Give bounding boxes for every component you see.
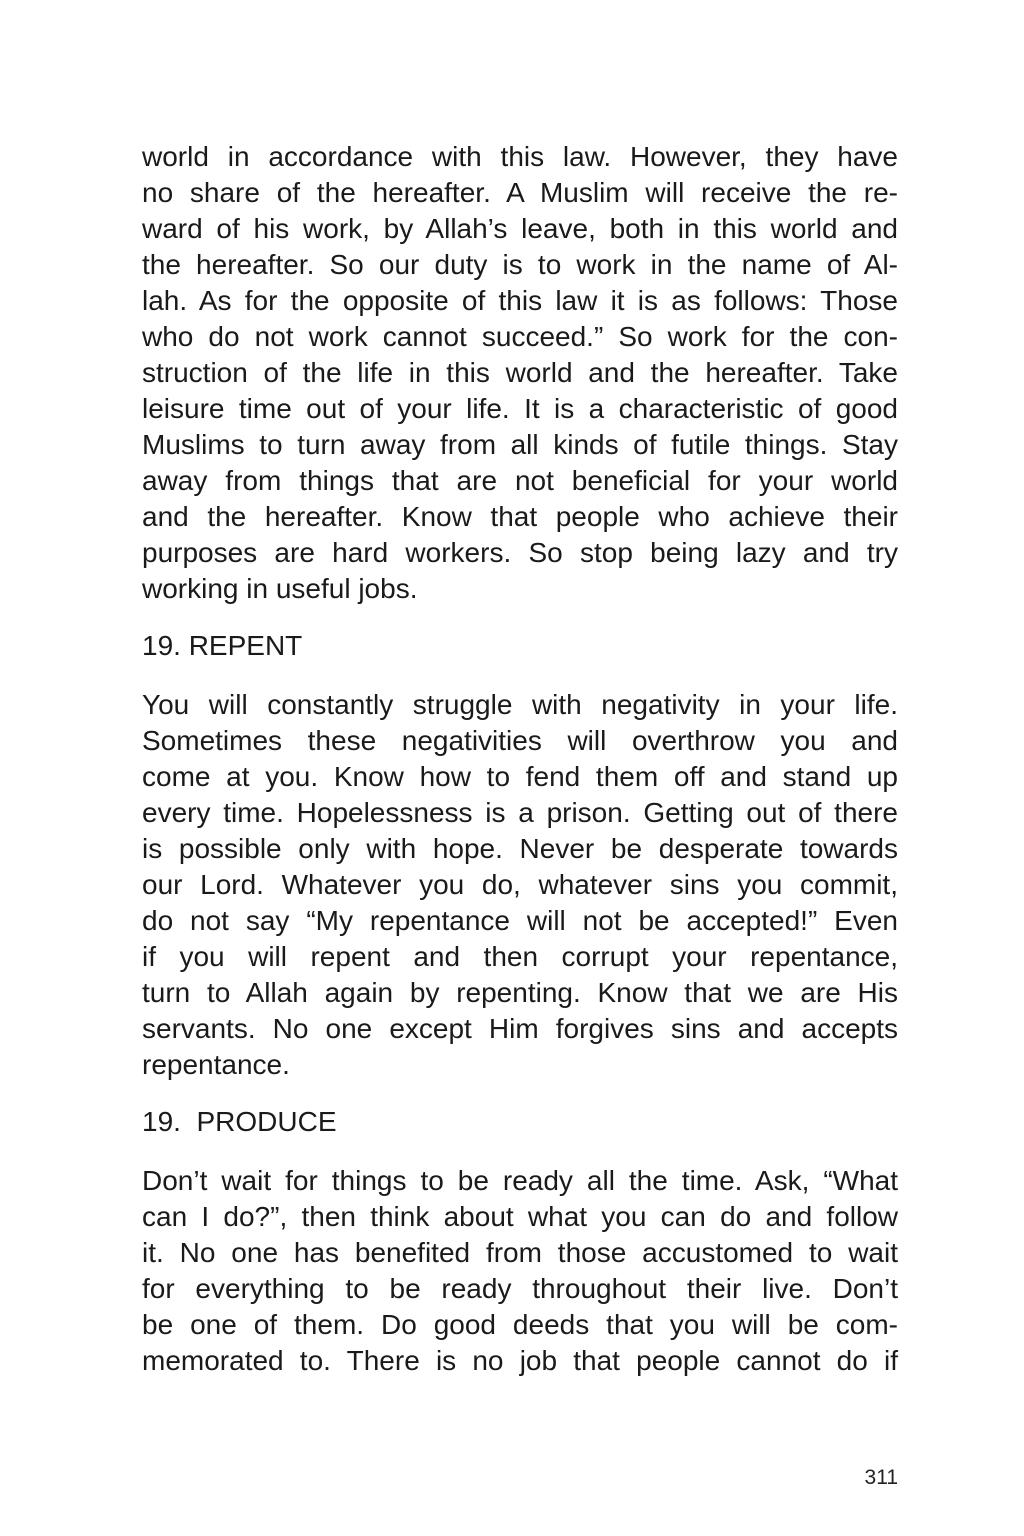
paragraph-line: away from things that are not beneficial for your world (142, 465, 898, 496)
paragraph-line: it. No one has benefited from those accustomed to wait (142, 1237, 898, 1268)
paragraph-line: do not say “My repentance will not be accepted!” Even (142, 905, 898, 936)
page-number: 311 (864, 1466, 898, 1489)
paragraph-line: world in accordance with this law. However, they have (142, 141, 898, 172)
paragraph-line: struction of the life in this world and the hereafter. Take (142, 357, 898, 388)
paragraph-line: if you will repent and then corrupt your repentance, (142, 941, 898, 972)
paragraph-line: every time. Hopelessness is a prison. Getting out of there (142, 797, 898, 828)
paragraph-line: be one of them. Do good deeds that you will be com- (142, 1309, 898, 1340)
paragraph-line: our Lord. Whatever you do, whatever sins you commit, (142, 869, 898, 900)
paragraph-line: is possible only with hope. Never be desperate towards (142, 833, 898, 864)
paragraph-line: Don’t wait for things to be ready all the time. Ask, “What (142, 1165, 898, 1196)
paragraph-work (142, 139, 898, 607)
paragraph-line: for everything to be ready throughout their live. Don’t (142, 1273, 898, 1304)
paragraph-line: servants. No one except Him forgives sins and accepts (142, 1013, 898, 1044)
paragraph-line: working in useful jobs. (142, 573, 418, 604)
paragraph-line: purposes are hard workers. So stop being lazy and try (142, 537, 898, 568)
paragraph-line: no share of the hereafter. A Muslim will receive the re- (142, 177, 898, 208)
paragraph-repent (142, 687, 898, 1083)
section-heading-produce: 19. PRODUCE (142, 1106, 337, 1137)
paragraph-line: the hereafter. So our duty is to work in the name of Al- (142, 249, 898, 280)
paragraph-line: You will constantly struggle with negativity in your life. (142, 689, 898, 720)
paragraph-line: Muslims to turn away from all kinds of futile things. Stay (142, 429, 898, 460)
paragraph-line: and the hereafter. Know that people who achieve their (142, 501, 898, 532)
paragraph-line: leisure time out of your life. It is a characteristic of good (142, 393, 898, 424)
section-heading-repent: 19. REPENT (142, 630, 303, 661)
paragraph-line: memorated to. There is no job that people cannot do if (142, 1345, 898, 1376)
paragraph-line: who do not work cannot succeed.” So work for the con- (142, 321, 898, 352)
paragraph-line: turn to Allah again by repenting. Know that we are His (142, 977, 898, 1008)
paragraph-line: Sometimes these negativities will overthrow you and (142, 725, 898, 756)
paragraph-line: can I do?”, then think about what you can do and follow (142, 1201, 898, 1232)
paragraph-produce (142, 1163, 898, 1379)
paragraph-line: repentance. (142, 1049, 290, 1080)
paragraph-line: ward of his work, by Allah’s leave, both in this world and (142, 213, 898, 244)
paragraph-line: lah. As for the opposite of this law it is as follows: Those (142, 285, 898, 316)
paragraph-line: come at you. Know how to fend them off and stand up (142, 761, 898, 792)
